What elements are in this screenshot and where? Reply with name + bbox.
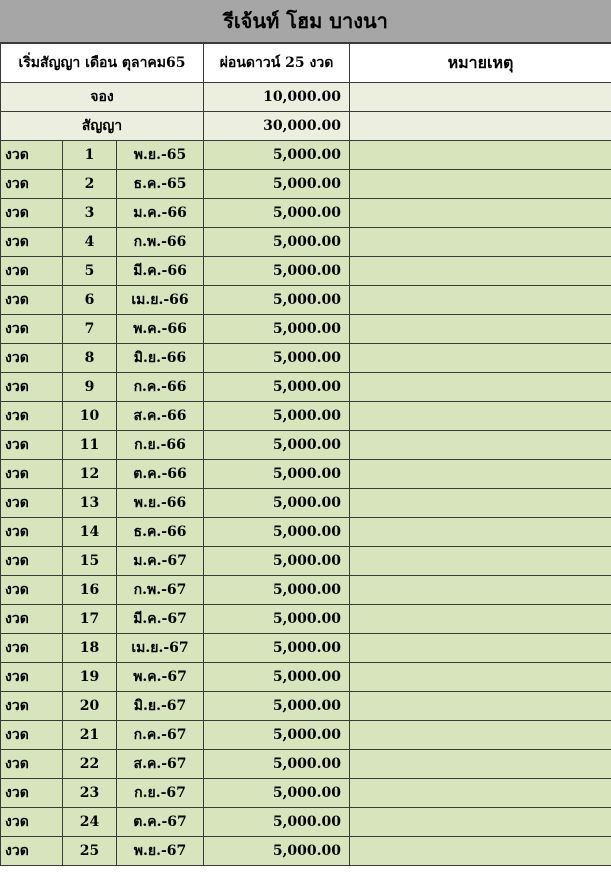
installment-remark [350, 402, 611, 431]
installment-number: 19 [63, 663, 117, 692]
installment-remark [350, 199, 611, 228]
installment-number: 10 [63, 402, 117, 431]
header-start-date: เริ่มสัญญา เดือน ตุลาคม65 [1, 44, 204, 83]
installment-month: เม.ย.-66 [117, 286, 204, 315]
installment-number: 4 [63, 228, 117, 257]
installment-word: งวด [1, 257, 63, 286]
installment-amount: 5,000.00 [204, 402, 350, 431]
installment-remark [350, 460, 611, 489]
installment-amount: 5,000.00 [204, 808, 350, 837]
table-row [1, 837, 611, 866]
installment-remark [350, 373, 611, 402]
table-row [1, 779, 611, 808]
table-row [1, 692, 611, 721]
installment-month: ม.ค.-67 [117, 547, 204, 576]
header-row [1, 44, 611, 83]
installment-remark [350, 634, 611, 663]
installment-remark [350, 518, 611, 547]
installment-month: ก.ย.-67 [117, 779, 204, 808]
installment-remark [350, 170, 611, 199]
installment-month: พ.ย.-67 [117, 837, 204, 866]
table-row [1, 344, 611, 373]
installment-remark [350, 779, 611, 808]
installment-amount: 5,000.00 [204, 460, 350, 489]
table-row [1, 663, 611, 692]
installment-word: งวด [1, 286, 63, 315]
installment-remark [350, 605, 611, 634]
installment-amount: 5,000.00 [204, 634, 350, 663]
table-row [1, 286, 611, 315]
installment-number: 22 [63, 750, 117, 779]
installment-month: ก.ค.-66 [117, 373, 204, 402]
installment-number: 12 [63, 460, 117, 489]
installment-number: 17 [63, 605, 117, 634]
summary-amount: 30,000.00 [204, 112, 350, 141]
installment-number: 13 [63, 489, 117, 518]
installment-amount: 5,000.00 [204, 721, 350, 750]
installment-remark [350, 576, 611, 605]
installment-word: งวด [1, 489, 63, 518]
payment-schedule-body [1, 44, 611, 866]
summary-amount: 10,000.00 [204, 83, 350, 112]
table-row [1, 228, 611, 257]
installment-month: มิ.ย.-66 [117, 344, 204, 373]
installment-amount: 5,000.00 [204, 228, 350, 257]
installment-remark [350, 837, 611, 866]
installment-month: ธ.ค.-66 [117, 518, 204, 547]
payment-schedule-table [0, 43, 611, 866]
installment-amount: 5,000.00 [204, 315, 350, 344]
installment-remark [350, 750, 611, 779]
summary-remark [350, 83, 611, 112]
installment-amount: 5,000.00 [204, 431, 350, 460]
summary-label: สัญญา [1, 112, 204, 141]
installment-word: งวด [1, 315, 63, 344]
installment-remark [350, 663, 611, 692]
installment-word: งวด [1, 431, 63, 460]
installment-month: พ.ย.-66 [117, 489, 204, 518]
installment-amount: 5,000.00 [204, 344, 350, 373]
installment-word: งวด [1, 402, 63, 431]
installment-number: 5 [63, 257, 117, 286]
sheet-title: รีเจ้นท์ โฮม บางนา [0, 0, 611, 43]
installment-word: งวด [1, 518, 63, 547]
installment-word: งวด [1, 547, 63, 576]
installment-amount: 5,000.00 [204, 750, 350, 779]
installment-remark [350, 315, 611, 344]
installment-month: ก.ย.-66 [117, 431, 204, 460]
installment-month: ต.ค.-66 [117, 460, 204, 489]
summary-label: จอง [1, 83, 204, 112]
installment-month: ธ.ค.-65 [117, 170, 204, 199]
table-row [1, 199, 611, 228]
installment-word: งวด [1, 750, 63, 779]
table-row [1, 634, 611, 663]
table-row [1, 373, 611, 402]
installment-word: งวด [1, 170, 63, 199]
installment-number: 15 [63, 547, 117, 576]
installment-word: งวด [1, 721, 63, 750]
installment-month: ส.ค.-66 [117, 402, 204, 431]
installment-month: เม.ย.-67 [117, 634, 204, 663]
installment-remark [350, 228, 611, 257]
installment-number: 3 [63, 199, 117, 228]
installment-number: 2 [63, 170, 117, 199]
installment-amount: 5,000.00 [204, 199, 350, 228]
installment-word: งวด [1, 344, 63, 373]
installment-number: 18 [63, 634, 117, 663]
installment-remark [350, 721, 611, 750]
installment-number: 25 [63, 837, 117, 866]
installment-month: มี.ค.-66 [117, 257, 204, 286]
table-row [1, 257, 611, 286]
table-row [1, 431, 611, 460]
installment-remark [350, 489, 611, 518]
installment-amount: 5,000.00 [204, 692, 350, 721]
installment-month: มิ.ย.-67 [117, 692, 204, 721]
installment-number: 21 [63, 721, 117, 750]
header-installments: ผ่อนดาวน์ 25 งวด [204, 44, 350, 83]
installment-word: งวด [1, 576, 63, 605]
table-row [1, 141, 611, 170]
table-row [1, 750, 611, 779]
header-remark: หมายเหตุ [350, 44, 611, 83]
installment-remark [350, 692, 611, 721]
installment-number: 23 [63, 779, 117, 808]
installment-word: งวด [1, 808, 63, 837]
table-row [1, 605, 611, 634]
installment-remark [350, 141, 611, 170]
table-row [1, 518, 611, 547]
installment-word: งวด [1, 605, 63, 634]
installment-month: ก.ค.-67 [117, 721, 204, 750]
installment-number: 11 [63, 431, 117, 460]
table-row [1, 576, 611, 605]
installment-amount: 5,000.00 [204, 837, 350, 866]
installment-amount: 5,000.00 [204, 779, 350, 808]
installment-number: 24 [63, 808, 117, 837]
installment-month: ต.ค.-67 [117, 808, 204, 837]
installment-amount: 5,000.00 [204, 489, 350, 518]
installment-month: พ.ค.-67 [117, 663, 204, 692]
installment-month: ก.พ.-66 [117, 228, 204, 257]
table-row [1, 721, 611, 750]
installment-word: งวด [1, 663, 63, 692]
installment-amount: 5,000.00 [204, 605, 350, 634]
installment-remark [350, 344, 611, 373]
installment-remark [350, 547, 611, 576]
installment-amount: 5,000.00 [204, 141, 350, 170]
installment-number: 9 [63, 373, 117, 402]
installment-amount: 5,000.00 [204, 518, 350, 547]
installment-word: งวด [1, 460, 63, 489]
table-row [1, 402, 611, 431]
installment-amount: 5,000.00 [204, 373, 350, 402]
installment-month: พ.ค.-66 [117, 315, 204, 344]
installment-remark [350, 257, 611, 286]
installment-number: 8 [63, 344, 117, 373]
installment-amount: 5,000.00 [204, 576, 350, 605]
installment-word: งวด [1, 141, 63, 170]
installment-number: 1 [63, 141, 117, 170]
installment-word: งวด [1, 837, 63, 866]
installment-amount: 5,000.00 [204, 286, 350, 315]
installment-number: 16 [63, 576, 117, 605]
installment-number: 7 [63, 315, 117, 344]
installment-word: งวด [1, 779, 63, 808]
table-row [1, 460, 611, 489]
table-row [1, 547, 611, 576]
installment-number: 20 [63, 692, 117, 721]
installment-word: งวด [1, 199, 63, 228]
installment-word: งวด [1, 228, 63, 257]
installment-amount: 5,000.00 [204, 257, 350, 286]
installment-amount: 5,000.00 [204, 170, 350, 199]
installment-number: 6 [63, 286, 117, 315]
table-row [1, 170, 611, 199]
summary-row-booking [1, 83, 611, 112]
installment-number: 14 [63, 518, 117, 547]
installment-month: ม.ค.-66 [117, 199, 204, 228]
table-row [1, 808, 611, 837]
installment-remark [350, 431, 611, 460]
installment-month: พ.ย.-65 [117, 141, 204, 170]
installment-word: งวด [1, 373, 63, 402]
table-row [1, 315, 611, 344]
installment-amount: 5,000.00 [204, 547, 350, 576]
installment-remark [350, 808, 611, 837]
installment-word: งวด [1, 634, 63, 663]
installment-remark [350, 286, 611, 315]
installment-month: ส.ค.-67 [117, 750, 204, 779]
installment-month: ก.พ.-67 [117, 576, 204, 605]
summary-remark [350, 112, 611, 141]
summary-row-contract [1, 112, 611, 141]
table-row [1, 489, 611, 518]
installment-word: งวด [1, 692, 63, 721]
installment-month: มี.ค.-67 [117, 605, 204, 634]
installment-amount: 5,000.00 [204, 663, 350, 692]
